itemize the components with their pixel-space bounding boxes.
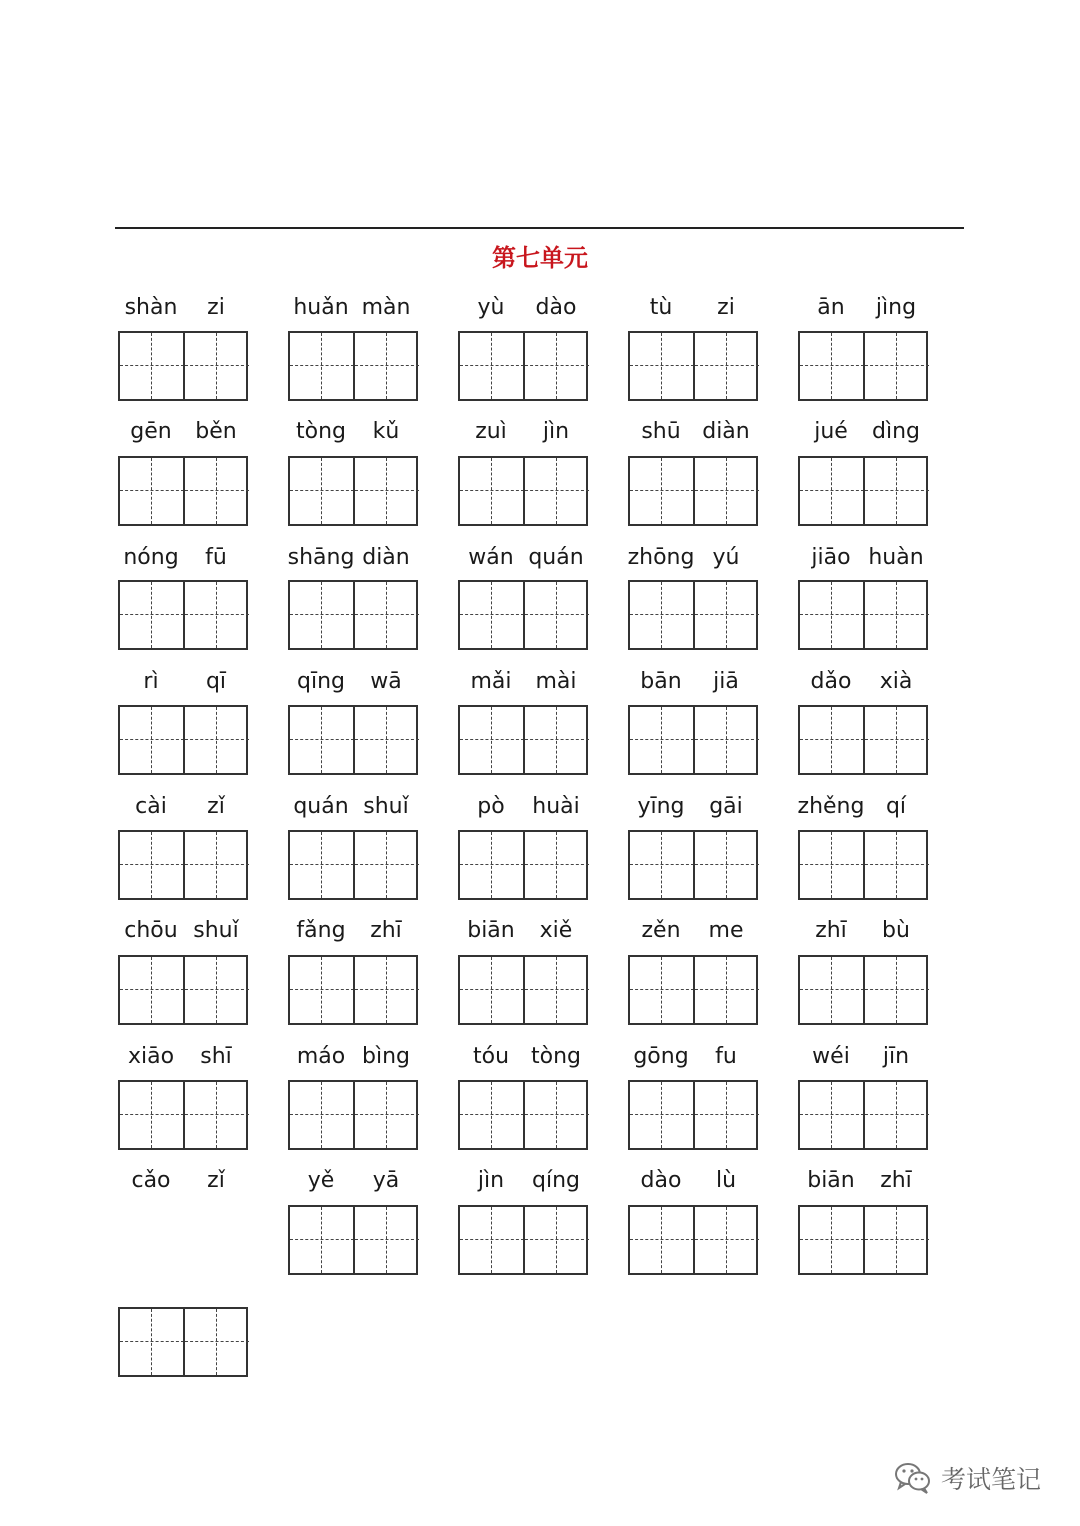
writing-grid[interactable]: [118, 331, 248, 401]
writing-grid[interactable]: [798, 331, 928, 401]
pinyin-label: [628, 794, 758, 824]
grid-cell[interactable]: [630, 333, 694, 399]
pinyin-syllable: dǎo: [810, 669, 852, 694]
pinyin-syllable: xiāo: [127, 1044, 175, 1069]
grid-cell[interactable]: [630, 707, 694, 773]
writing-grid[interactable]: [628, 456, 758, 526]
grid-cell[interactable]: [800, 458, 864, 524]
grid-cell[interactable]: [695, 582, 759, 648]
pinyin-syllable: mài: [535, 669, 577, 694]
writing-grid[interactable]: [288, 705, 418, 775]
grid-cell[interactable]: [185, 458, 249, 524]
grid-cell[interactable]: [185, 957, 249, 1023]
writing-grid[interactable]: [118, 955, 248, 1025]
grid-cell[interactable]: [865, 832, 929, 898]
grid-cell[interactable]: [525, 333, 589, 399]
grid-cell[interactable]: [865, 957, 929, 1023]
pinyin-syllable: dìng: [872, 419, 920, 444]
writing-grid[interactable]: [288, 955, 418, 1025]
wechat-icon: [893, 1460, 933, 1496]
grid-cell[interactable]: [630, 957, 694, 1023]
grid-cell[interactable]: [525, 1082, 589, 1148]
pinyin-syllable: jīn: [882, 1044, 910, 1069]
pinyin-syllable: wā: [370, 669, 402, 694]
grid-cell[interactable]: [695, 957, 759, 1023]
writing-grid[interactable]: [798, 1205, 928, 1275]
grid-cell[interactable]: [865, 333, 929, 399]
pinyin-syllable: zi: [717, 295, 735, 320]
grid-cell[interactable]: [525, 832, 589, 898]
writing-grid[interactable]: [798, 1080, 928, 1150]
pinyin-syllable: yā: [372, 1168, 400, 1193]
pinyin-syllable: tòng: [531, 1044, 581, 1069]
pinyin-label: [118, 545, 248, 575]
writing-grid[interactable]: [798, 456, 928, 526]
pinyin-syllable: quán: [528, 545, 584, 570]
pinyin-syllable: dào: [640, 1168, 682, 1193]
pinyin-syllable: zǐ: [207, 794, 225, 819]
grid-cell[interactable]: [290, 1207, 354, 1273]
pinyin-label: [118, 669, 248, 699]
writing-grid[interactable]: [458, 580, 588, 650]
grid-cell[interactable]: [290, 957, 354, 1023]
pinyin-syllable: zhōng: [627, 545, 695, 570]
grid-cell[interactable]: [630, 458, 694, 524]
writing-grid[interactable]: [288, 1205, 418, 1275]
pinyin-syllable: bān: [640, 669, 682, 694]
writing-grid[interactable]: [798, 580, 928, 650]
pinyin-syllable: fu: [715, 1044, 737, 1069]
grid-cell[interactable]: [120, 333, 184, 399]
grid-cell[interactable]: [630, 1207, 694, 1273]
grid-cell[interactable]: [460, 1207, 524, 1273]
pinyin-label: [798, 794, 928, 824]
grid-cell[interactable]: [460, 957, 524, 1023]
writing-grid[interactable]: [628, 1205, 758, 1275]
pinyin-syllable: bù: [882, 918, 910, 943]
pinyin-syllable: ān: [817, 295, 845, 320]
pinyin-label: [628, 918, 758, 948]
pinyin-label: [798, 669, 928, 699]
grid-cell[interactable]: [185, 1309, 249, 1375]
pinyin-syllable: rì: [143, 669, 159, 694]
grid-cell[interactable]: [460, 333, 524, 399]
writing-grid[interactable]: [118, 1307, 248, 1377]
pinyin-syllable: yù: [477, 295, 505, 320]
grid-cell[interactable]: [630, 1082, 694, 1148]
grid-cell[interactable]: [290, 333, 354, 399]
header-rule: [115, 227, 964, 229]
grid-cell[interactable]: [695, 832, 759, 898]
pinyin-label: [628, 1168, 758, 1198]
grid-cell[interactable]: [290, 582, 354, 648]
grid-cell[interactable]: [185, 582, 249, 648]
pinyin-syllable: yīng: [637, 794, 685, 819]
pinyin-label: [118, 1168, 248, 1198]
grid-cell[interactable]: [525, 957, 589, 1023]
pinyin-syllable: zi: [207, 295, 225, 320]
pinyin-label: [458, 1044, 588, 1074]
pinyin-syllable: tòng: [296, 419, 346, 444]
pinyin-syllable: gōng: [633, 1044, 689, 1069]
grid-cell[interactable]: [865, 458, 929, 524]
writing-grid[interactable]: [628, 580, 758, 650]
pinyin-label: [798, 1044, 928, 1074]
pinyin-syllable: zhī: [370, 918, 402, 943]
pinyin-syllable: lù: [715, 1168, 737, 1193]
grid-cell[interactable]: [800, 957, 864, 1023]
grid-cell[interactable]: [120, 707, 184, 773]
grid-cell[interactable]: [290, 458, 354, 524]
pinyin-syllable: bìng: [362, 1044, 410, 1069]
pinyin-label: [798, 419, 928, 449]
writing-grid[interactable]: [288, 456, 418, 526]
grid-cell[interactable]: [355, 1082, 419, 1148]
grid-cell[interactable]: [525, 707, 589, 773]
grid-cell[interactable]: [120, 1309, 184, 1375]
watermark: [893, 1458, 1041, 1498]
pinyin-label: [458, 419, 588, 449]
pinyin-syllable: huàn: [868, 545, 924, 570]
writing-grid[interactable]: [288, 331, 418, 401]
pinyin-syllable: dào: [535, 295, 577, 320]
writing-grid[interactable]: [288, 830, 418, 900]
pinyin-syllable: pò: [477, 794, 505, 819]
pinyin-syllable: fǎng: [296, 918, 346, 943]
writing-grid[interactable]: [118, 705, 248, 775]
watermark-text: 考试笔记: [941, 1465, 1042, 1494]
grid-cell[interactable]: [355, 707, 419, 773]
grid-cell[interactable]: [800, 1082, 864, 1148]
writing-grid[interactable]: [628, 955, 758, 1025]
pinyin-label: [458, 295, 588, 325]
pinyin-label: [288, 1168, 418, 1198]
pinyin-syllable: máo: [296, 1044, 346, 1069]
pinyin-label: [288, 419, 418, 449]
pinyin-syllable: yú: [712, 545, 740, 570]
pinyin-syllable: wán: [468, 545, 514, 570]
pinyin-syllable: qí: [885, 794, 907, 819]
grid-cell[interactable]: [120, 957, 184, 1023]
grid-cell[interactable]: [185, 707, 249, 773]
grid-cell[interactable]: [355, 832, 419, 898]
pinyin-syllable: zhī: [880, 1168, 912, 1193]
pinyin-label: [798, 295, 928, 325]
writing-grid[interactable]: [118, 830, 248, 900]
pinyin-syllable: qīng: [297, 669, 345, 694]
writing-grid[interactable]: [628, 331, 758, 401]
pinyin-label: [458, 794, 588, 824]
pinyin-syllable: huǎn: [293, 295, 349, 320]
grid-cell[interactable]: [695, 333, 759, 399]
pinyin-syllable: yě: [307, 1168, 335, 1193]
pinyin-syllable: běn: [195, 419, 237, 444]
grid-cell[interactable]: [865, 707, 929, 773]
grid-cell[interactable]: [525, 582, 589, 648]
pinyin-syllable: huài: [532, 794, 580, 819]
grid-cell[interactable]: [120, 1082, 184, 1148]
grid-cell[interactable]: [695, 458, 759, 524]
grid-cell[interactable]: [460, 458, 524, 524]
pinyin-label: [118, 1044, 248, 1074]
pinyin-label: [628, 419, 758, 449]
pinyin-syllable: zhěng: [797, 794, 865, 819]
writing-grid[interactable]: [628, 1080, 758, 1150]
pinyin-syllable: tóu: [472, 1044, 510, 1069]
grid-cell[interactable]: [185, 832, 249, 898]
grid-cell[interactable]: [695, 1207, 759, 1273]
page-title: 第七单元: [492, 244, 588, 272]
pinyin-syllable: biān: [467, 918, 515, 943]
pinyin-syllable: chōu: [124, 918, 178, 943]
pinyin-label: [118, 918, 248, 948]
pinyin-syllable: mǎi: [470, 669, 512, 694]
pinyin-syllable: zhī: [815, 918, 847, 943]
pinyin-syllable: shī: [200, 1044, 232, 1069]
grid-cell[interactable]: [800, 582, 864, 648]
writing-grid[interactable]: [798, 705, 928, 775]
pinyin-label: [288, 295, 418, 325]
grid-cell[interactable]: [120, 458, 184, 524]
pinyin-label: [628, 1044, 758, 1074]
writing-grid[interactable]: [458, 830, 588, 900]
grid-cell[interactable]: [185, 333, 249, 399]
pinyin-label: [288, 918, 418, 948]
grid-cell[interactable]: [355, 957, 419, 1023]
grid-cell[interactable]: [120, 582, 184, 648]
pinyin-label: [118, 295, 248, 325]
pinyin-syllable: jìn: [542, 419, 570, 444]
pinyin-syllable: xià: [879, 669, 913, 694]
grid-cell[interactable]: [460, 1082, 524, 1148]
pinyin-syllable: shuǐ: [193, 918, 239, 943]
writing-grid[interactable]: [798, 830, 928, 900]
pinyin-label: [288, 669, 418, 699]
grid-cell[interactable]: [525, 458, 589, 524]
writing-grid[interactable]: [458, 1205, 588, 1275]
pinyin-label: [628, 295, 758, 325]
pinyin-syllable: zěn: [641, 918, 681, 943]
pinyin-label: [798, 545, 928, 575]
pinyin-syllable: biān: [807, 1168, 855, 1193]
grid-cell[interactable]: [355, 458, 419, 524]
grid-cell[interactable]: [865, 582, 929, 648]
pinyin-syllable: cài: [135, 794, 167, 819]
grid-cell[interactable]: [460, 707, 524, 773]
pinyin-syllable: jìng: [875, 295, 917, 320]
pinyin-syllable: quán: [293, 794, 349, 819]
writing-grid[interactable]: [288, 580, 418, 650]
grid-cell[interactable]: [695, 1082, 759, 1148]
writing-grid[interactable]: [458, 705, 588, 775]
writing-grid[interactable]: [458, 1080, 588, 1150]
pinyin-syllable: xiě: [539, 918, 573, 943]
pinyin-label: [288, 545, 418, 575]
pinyin-label: [628, 545, 758, 575]
pinyin-label: [798, 918, 928, 948]
grid-cell[interactable]: [290, 707, 354, 773]
pinyin-syllable: gēn: [130, 419, 172, 444]
grid-cell[interactable]: [630, 832, 694, 898]
pinyin-syllable: shuǐ: [363, 794, 409, 819]
pinyin-syllable: shāng: [287, 545, 355, 570]
grid-cell[interactable]: [800, 1207, 864, 1273]
writing-grid[interactable]: [798, 955, 928, 1025]
pinyin-syllable: jué: [814, 419, 848, 444]
grid-cell[interactable]: [630, 582, 694, 648]
pinyin-syllable: me: [708, 918, 744, 943]
pinyin-syllable: fū: [205, 545, 227, 570]
writing-grid[interactable]: [118, 456, 248, 526]
pinyin-syllable: qī: [205, 669, 227, 694]
grid-cell[interactable]: [355, 1207, 419, 1273]
writing-grid[interactable]: [118, 1080, 248, 1150]
pinyin-label: [288, 1044, 418, 1074]
grid-cell[interactable]: [355, 582, 419, 648]
writing-grid[interactable]: [458, 456, 588, 526]
pinyin-syllable: jìn: [477, 1168, 505, 1193]
pinyin-syllable: cǎo: [131, 1168, 171, 1193]
pinyin-syllable: màn: [361, 295, 411, 320]
pinyin-label: [798, 1168, 928, 1198]
pinyin-label: [628, 669, 758, 699]
pinyin-syllable: gāi: [709, 794, 743, 819]
pinyin-syllable: shū: [641, 419, 681, 444]
pinyin-syllable: qíng: [532, 1168, 580, 1193]
grid-cell[interactable]: [800, 832, 864, 898]
pinyin-syllable: diàn: [362, 545, 410, 570]
pinyin-label: [118, 419, 248, 449]
pinyin-syllable: diàn: [702, 419, 750, 444]
pinyin-label: [458, 1168, 588, 1198]
writing-grid[interactable]: [118, 580, 248, 650]
pinyin-syllable: zǐ: [207, 1168, 225, 1193]
pinyin-label: [288, 794, 418, 824]
pinyin-label: [458, 545, 588, 575]
grid-cell[interactable]: [460, 832, 524, 898]
pinyin-syllable: wéi: [812, 1044, 850, 1069]
pinyin-syllable: zuì: [475, 419, 507, 444]
writing-grid[interactable]: [458, 955, 588, 1025]
pinyin-label: [458, 918, 588, 948]
grid-cell[interactable]: [865, 1207, 929, 1273]
writing-grid[interactable]: [628, 705, 758, 775]
grid-cell[interactable]: [120, 832, 184, 898]
pinyin-syllable: jiāo: [811, 545, 851, 570]
writing-grid[interactable]: [288, 1080, 418, 1150]
grid-cell[interactable]: [355, 333, 419, 399]
grid-cell[interactable]: [460, 582, 524, 648]
pinyin-label: [118, 794, 248, 824]
grid-cell[interactable]: [290, 1082, 354, 1148]
grid-cell[interactable]: [865, 1082, 929, 1148]
grid-cell[interactable]: [290, 832, 354, 898]
writing-grid[interactable]: [628, 830, 758, 900]
grid-cell[interactable]: [185, 1082, 249, 1148]
pinyin-syllable: tù: [649, 295, 673, 320]
grid-cell[interactable]: [800, 707, 864, 773]
grid-cell[interactable]: [525, 1207, 589, 1273]
writing-grid[interactable]: [458, 331, 588, 401]
pinyin-syllable: jiā: [713, 669, 739, 694]
pinyin-syllable: kǔ: [372, 419, 400, 444]
pinyin-syllable: nóng: [123, 545, 179, 570]
pinyin-label: [458, 669, 588, 699]
pinyin-syllable: shàn: [124, 295, 178, 320]
grid-cell[interactable]: [695, 707, 759, 773]
grid-cell[interactable]: [800, 333, 864, 399]
